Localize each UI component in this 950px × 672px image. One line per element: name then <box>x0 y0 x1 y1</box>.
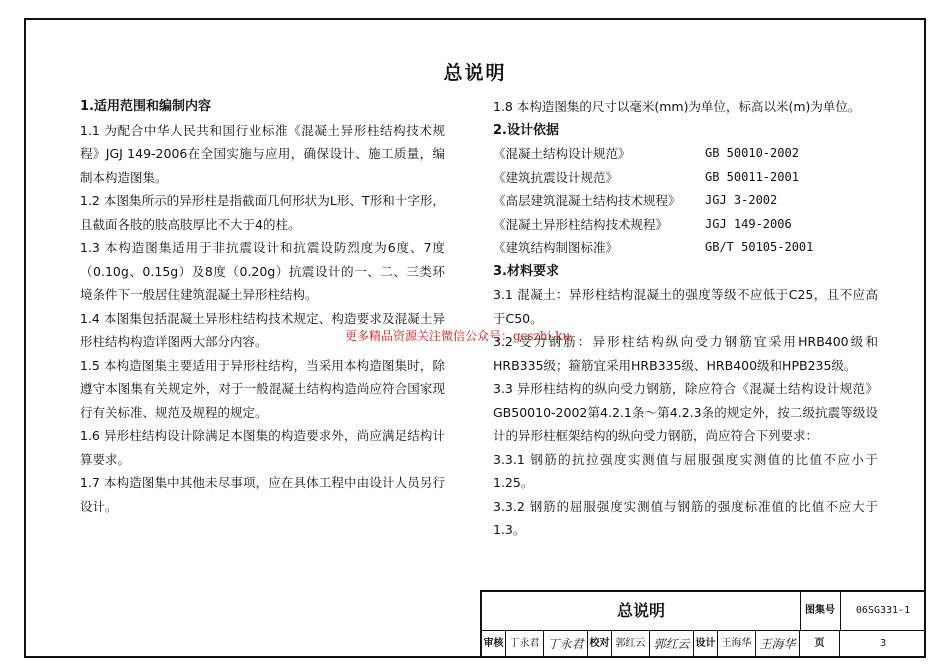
title-block <box>480 590 926 658</box>
standard-item <box>493 213 878 237</box>
standard-item <box>493 189 878 213</box>
clause-1-8: 1.8 本构造图集的尺寸以毫米(mm)为单位，标高以米(m)为单位。 <box>493 99 861 114</box>
clause-1-1: 1.1 为配合中华人民共和国行业标准《混凝土异形柱结构技术规程》JGJ 149-2006在全国实施与应用，确保设计、施工质量，编制本构造图集。 <box>80 122 445 185</box>
title-block-title: 总说明 <box>482 592 801 630</box>
standard-name: 《建筑结构制图标准》 <box>493 240 619 255</box>
clause-1-6: 1.6 异形柱结构设计除满足本图集的构造要求外，尚应满足结构计算要求。 <box>80 428 445 467</box>
reviewer-name: 丁永君 <box>506 630 544 658</box>
page-number: 3 <box>879 638 887 649</box>
standard-code: JGJ 149-2006 <box>705 216 792 231</box>
section-3-heading: 3.材料要求 <box>493 263 559 279</box>
clause-3-3-1: 3.3.1 钢筋的抗拉强度实测值与屈服强度实测值的比值不应小于1.25。 <box>493 451 878 490</box>
clause-3-1: 3.1 混凝土：异形柱结构混凝土的强度等级不应低于C25，且不应高于C50。 <box>493 287 878 326</box>
section-2-heading: 2.设计依据 <box>493 122 559 138</box>
clause-3-3-2: 3.3.2 钢筋的屈服强度实测值与钢筋的强度标准值的比值不应大于1.3。 <box>493 498 878 537</box>
checker-name: 郭红云 <box>612 630 650 658</box>
standard-name: 《混凝土结构设计规范》 <box>493 146 631 161</box>
title-block-row-bottom <box>482 630 926 658</box>
watermark-text: 更多精品资源关注微信公众号：gcszhi.ku <box>345 329 571 343</box>
atlas-number: 06SG331-1 <box>855 605 911 616</box>
check-label: 校对 <box>588 630 612 658</box>
designer-signature: 王海华 <box>756 630 800 658</box>
standard-item <box>493 142 878 166</box>
review-label: 审核 <box>482 630 506 658</box>
right-column <box>493 95 878 542</box>
standards-list <box>493 142 878 260</box>
left-column <box>80 95 445 518</box>
checker-signature: 郭红云 <box>650 630 694 658</box>
standard-item <box>493 236 878 260</box>
title-block-row-top <box>482 592 926 631</box>
standard-code: JGJ 3-2002 <box>705 193 778 207</box>
section-1-heading: 1.适用范围和编制内容 <box>80 99 211 114</box>
clause-1-4: 1.4 本图集包括混凝土异形柱结构技术规定、构造要求及混凝土异形柱结构构造详图两大部分内容。 <box>80 310 445 349</box>
standard-name: 《建筑抗震设计规范》 <box>493 169 619 185</box>
clause-1-3: 1.3 本构造图集适用于非抗震设计和抗震设防烈度为6度、7度（0.10g、0.15g）及8度（0.20g）抗震设计的一、二、三类环境条件下一般居住建筑混凝土异形柱结构。 <box>80 240 445 302</box>
designer-name: 王海华 <box>718 630 756 658</box>
clause-1-5: 1.5 本构造图集主要适用于异形柱结构，当采用本构造图集时，除遵守本图集有关规定外，对于一般混凝土结构构造尚应符合国家现行有关标准、规范及规程的规定。 <box>80 357 445 420</box>
standard-name: 《混凝土异形柱结构技术规程》 <box>493 216 669 232</box>
clause-3-3: 3.3 异形柱结构的纵向受力钢筋，除应符合《混凝土结构设计规范》GB50010-2002第4.2.1条～第4.2.3条的规定外，按二级抗震等级设计的异形柱框架结构的纵向受力钢筋，尚应符合下列要求： <box>493 381 878 443</box>
standard-item <box>493 166 878 190</box>
reviewer-signature: 丁永君 <box>544 630 588 658</box>
design-label: 设计 <box>694 630 718 658</box>
standard-name: 《高层建筑混凝土结构技术规程》 <box>493 193 681 208</box>
standard-code: GB/T 50105-2001 <box>705 240 814 254</box>
atlas-number-label: 图集号 <box>800 592 841 630</box>
page-title: 总说明 <box>443 62 507 84</box>
page-label: 页 <box>800 630 840 658</box>
standard-code: GB 50011-2001 <box>705 169 799 184</box>
clause-1-2: 1.2 本图集所示的异形柱是指截面几何形状为L形、T形和十字形，且截面各肢的肢高肢厚比不大于4的柱。 <box>80 193 445 232</box>
clause-3-2: 3.2 受力钢筋：异形柱结构纵向受力钢筋宜采用HRB400级和HRB335级；箍筋宜采用HRB335级、HRB400级和HPB235级。 <box>493 334 878 373</box>
standard-code: GB 50010-2002 <box>705 146 799 160</box>
clause-1-7: 1.7 本构造图集中其他未尽事项，应在具体工程中由设计人员另行设计。 <box>80 475 445 514</box>
